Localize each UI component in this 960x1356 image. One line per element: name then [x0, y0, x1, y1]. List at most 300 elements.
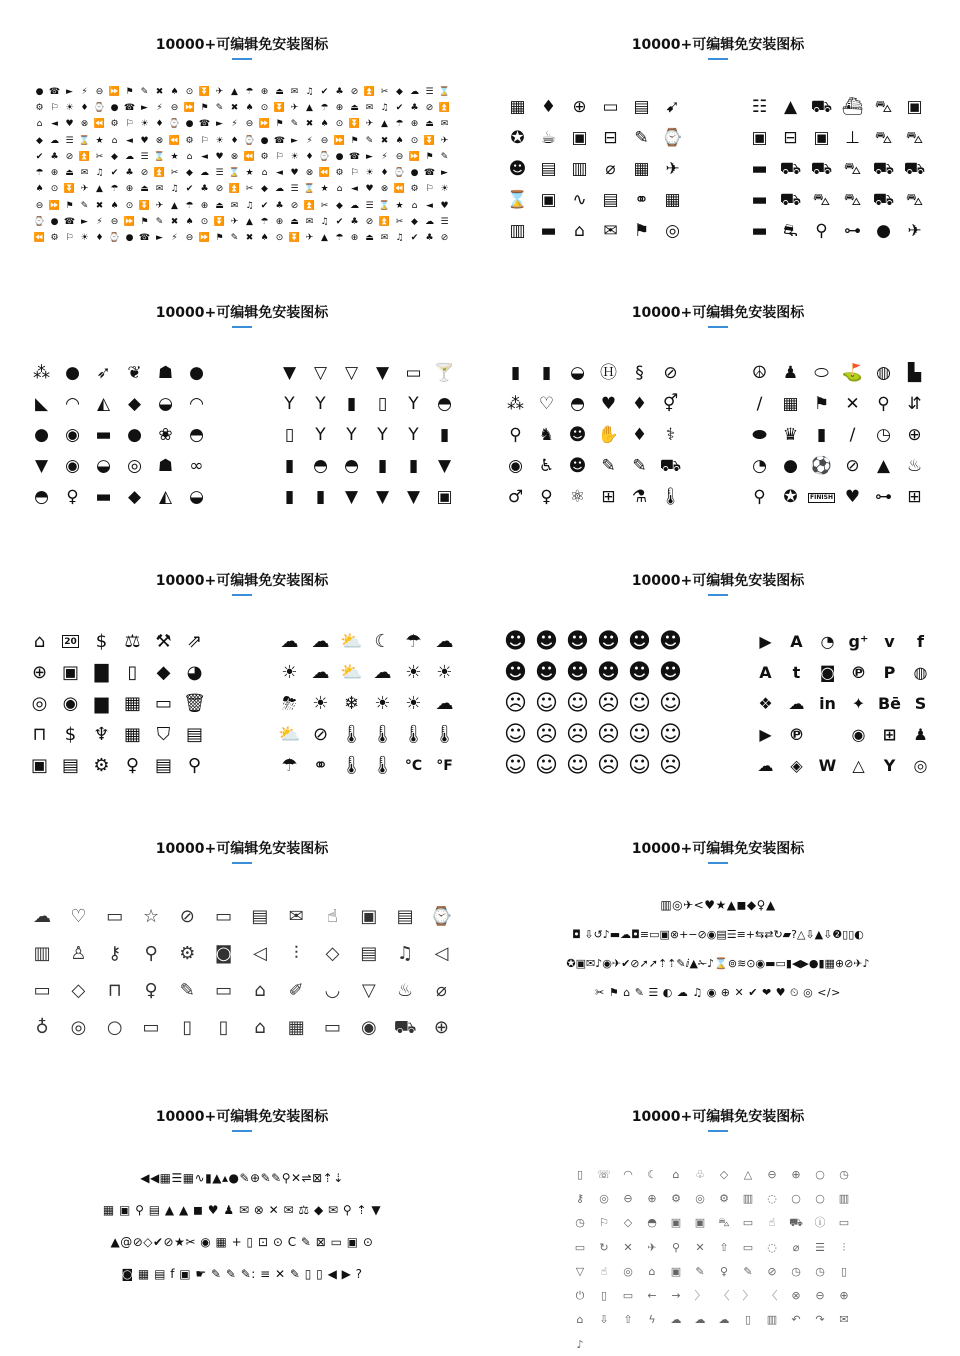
font-icon-row-3: ✪▣✉♪◉✈✔⊘➚➚⇡⇡✎ⅈ▲✁♪⌛⊚≋⊙◉▬▭▮◀▶●▮▦⊕⊘✈♪: [566, 957, 870, 970]
cloud-outline-icon: ☁: [280, 630, 299, 652]
fire-truck-icon: ⛟: [872, 159, 895, 179]
glyph-icon: ⏏: [275, 86, 284, 97]
torch-icon: ♨: [906, 456, 923, 476]
glyph-icon: ⚙: [35, 102, 44, 113]
glyph-icon: ☁: [425, 217, 434, 228]
rail-icon: ☷: [751, 97, 768, 117]
glyph-icon: ⏩: [408, 151, 421, 162]
lollipop-icon: ♀: [66, 487, 79, 507]
lightbulb-icon: ♀: [125, 754, 140, 776]
glyph-icon: ♥: [365, 184, 374, 195]
tumblr-icon: t: [792, 662, 801, 682]
icon-panel-7: [6, 804, 478, 1066]
glyph-icon: ⊙: [125, 200, 134, 211]
compass-icon: ⊘: [312, 723, 329, 745]
bullseye-icon: ◎: [665, 221, 680, 241]
syringe-icon: ✎: [601, 456, 616, 476]
glyph-icon: ☀: [65, 102, 74, 113]
thumbs-up-icon: ☝: [768, 1216, 776, 1230]
glyph-icon: ▲: [171, 200, 178, 211]
glyph-icon: ☁: [125, 151, 134, 162]
glyph-icon: ☎: [138, 233, 151, 244]
glyph-icon: ⊕: [275, 217, 284, 228]
glyph-icon: ⏫: [303, 200, 316, 211]
flat-outline-icon: ☺: [566, 752, 589, 778]
necktie-icon: ♦: [540, 97, 557, 117]
no-entry-icon: ⊘: [767, 1264, 777, 1278]
red-wine-icon: Y: [315, 394, 326, 414]
glyph-icon: ⏩: [183, 102, 196, 113]
meh-filled-icon: ☻: [535, 659, 558, 685]
glyph-icon: ◄: [426, 200, 433, 211]
map-icon: ▥: [742, 1191, 754, 1205]
google-plus-icon: g⁺: [848, 631, 869, 651]
bus-front-icon: ▣: [751, 128, 768, 148]
bucket-icon: ▼: [375, 363, 390, 383]
salad-icon: ◓: [189, 425, 204, 445]
glyph-icon: ✔: [35, 151, 44, 162]
pinterest-icon: ℗: [850, 662, 867, 682]
glyph-icon: ⌛: [228, 168, 241, 179]
save-icon: ▣: [571, 128, 588, 148]
glyph-icon: ♣: [335, 86, 344, 97]
glyph-icon: ⚙: [50, 233, 59, 244]
lorry-icon: ⛟: [779, 190, 802, 210]
thermometer-mid-icon: 🌡: [371, 723, 394, 745]
pepper-icon: ●: [189, 363, 204, 383]
glyph-icon: ⊘: [215, 184, 224, 195]
hourglass-icon: ⌛: [506, 190, 529, 210]
glyph-icon: ◄: [126, 135, 133, 146]
handset-icon: ◠: [623, 1167, 633, 1181]
glyph-icon: ✔: [260, 200, 269, 211]
sliders-icon: ⫶: [293, 942, 299, 964]
mail-icon: ✉: [288, 905, 304, 927]
satellite-icon: ⊘: [179, 905, 195, 927]
glyph-icon: ⚑: [140, 217, 149, 228]
flask-icon: ⚗: [631, 487, 648, 507]
gondola-icon: ⊥: [845, 128, 860, 148]
glyph-icon: ☂: [260, 217, 269, 228]
glyph-icon: ♠: [110, 200, 119, 211]
glyph-icon: ☎: [48, 86, 61, 97]
bread-icon: ▬: [95, 487, 112, 507]
glyph-icon: ▲: [246, 217, 253, 228]
mobile-chart-icon: ▯: [127, 661, 138, 683]
glyph-icon: ✉: [365, 102, 374, 113]
title-underline: [708, 1130, 728, 1132]
carrot-icon: ➶: [96, 363, 111, 383]
glyph-icon: ⊖: [35, 200, 44, 211]
glyph-icon: ♠: [395, 135, 404, 146]
glyph-icon: ☎: [348, 151, 361, 162]
circle-minus-icon: ⊖: [623, 1191, 633, 1205]
glyph-icon: ✂: [170, 168, 179, 179]
van-icon: ▬: [751, 159, 768, 179]
key-icon: ⚷: [575, 1191, 585, 1205]
phone-icon: ☏: [597, 1167, 611, 1181]
glyph-icon: ⏬: [273, 102, 286, 113]
trash-icon: 🗑: [183, 692, 206, 714]
document-chart-icon: ▤: [602, 190, 619, 210]
football-icon: ⬭: [814, 363, 829, 383]
cloud-icon: ☁: [373, 661, 392, 683]
popsicle2-icon: ▮: [315, 487, 326, 507]
glyph-icon: ⊘: [440, 233, 449, 244]
blood-drop-icon: ♦: [631, 425, 648, 445]
sun-storm-icon: ☀: [312, 692, 329, 714]
club-icon: ♧: [695, 1167, 705, 1181]
glyph-icon: ⌚: [33, 217, 46, 228]
calendar-icon: ▦: [287, 1016, 305, 1038]
airplane-icon: ✈: [907, 221, 922, 241]
cone-icon: ▼: [406, 487, 421, 507]
crossed-bats-icon: ✕: [845, 394, 860, 414]
glyph-icon: ▲: [306, 102, 313, 113]
user-icon: ☻: [508, 159, 527, 179]
pie-chart-icon: ◕: [186, 661, 203, 683]
glyph-icon: ◄: [276, 168, 283, 179]
glyph-icon: ⌚: [393, 168, 406, 179]
glyph-icon: ★: [170, 151, 179, 162]
coins-icon: $: [64, 723, 77, 745]
title-underline: [232, 862, 252, 864]
glyph-icon: ▲: [96, 184, 103, 195]
glyph-icon: ☁: [275, 184, 284, 195]
lock-icon: ⊓: [107, 979, 122, 1001]
bank-icon: ⌂: [33, 630, 46, 652]
cloud-drizzle-icon: ☁: [311, 661, 330, 683]
glyph-icon: ⚡: [81, 86, 88, 97]
hand-truck-icon: ⛟: [810, 97, 833, 117]
popcorn-icon: ▼: [34, 456, 49, 476]
glyph-icon: ⌚: [243, 135, 256, 146]
brain-head-icon: ☻: [568, 425, 587, 445]
glyph-icon: ⊖: [95, 86, 104, 97]
glyph-icon: ♫: [170, 184, 179, 195]
fahrenheit-icon: °F: [436, 757, 453, 774]
history-icon: ◷: [791, 1264, 801, 1278]
soccer-ball-icon: ⚽: [810, 456, 833, 476]
chevron-right-thin-icon: 〉: [694, 1289, 706, 1303]
scooter-icon: ⛐: [783, 221, 798, 241]
glyph-icon: ♣: [125, 168, 134, 179]
download-icon: ⇩: [599, 1313, 609, 1327]
camera2-icon: ▣: [694, 1216, 706, 1230]
glyph-icon: ⊕: [260, 86, 269, 97]
glyph-icon: ☀: [290, 151, 299, 162]
glyph-icon: ⏬: [63, 184, 76, 195]
music-icon: ♫: [397, 942, 414, 964]
inbox-icon: ▭: [142, 1016, 160, 1038]
monitor-icon: ▭: [838, 1216, 850, 1230]
calculator-icon: ▦: [123, 692, 141, 714]
glyph-icon: ⚡: [381, 151, 388, 162]
wine-set-icon: ▮: [284, 456, 295, 476]
glyph-icon: ★: [320, 184, 329, 195]
glyph-icon: ✉: [230, 200, 239, 211]
unlock-icon: ⊓: [32, 723, 47, 745]
glyph-icon: ✉: [155, 184, 164, 195]
hockey-icon: ∕: [849, 425, 856, 445]
glyph-icon: ⊘: [65, 151, 74, 162]
glyph-icon: ⏏: [365, 233, 374, 244]
glyph-icon: ⚑: [65, 200, 74, 211]
drop-icon: ◇: [719, 1167, 729, 1181]
cash-icon: ▣: [61, 661, 79, 683]
glyph-icon: ☎: [63, 217, 76, 228]
tv-icon: ▭: [106, 905, 124, 927]
glyph-icon: ►: [156, 233, 163, 244]
chevron-left2-icon: 〈: [766, 1289, 778, 1303]
glyph-icon: ★: [95, 135, 104, 146]
panel-title: 10000+可编辑免安装图标: [631, 573, 805, 589]
timer-icon: ◷: [575, 1216, 585, 1230]
sun-snow-icon: ☀: [405, 661, 422, 683]
doctor-icon: ☻: [568, 456, 587, 476]
glyph-icon: ✔: [335, 217, 344, 228]
glyph-icon: ✔: [110, 168, 119, 179]
basketball-hoop-icon: ⊞: [907, 487, 922, 507]
finish-line-icon: FINISH: [810, 493, 833, 501]
title-underline: [232, 326, 252, 328]
wheat-icon: ❀: [158, 425, 173, 445]
briefcase-icon: ▭: [742, 1216, 754, 1230]
glyph-icon: ⊕: [50, 168, 59, 179]
mail-icon: ✉: [839, 1313, 849, 1327]
popsicle-icon: ▮: [284, 487, 295, 507]
glyph-icon: ♠: [35, 184, 44, 195]
glyph-icon: ♣: [410, 102, 419, 113]
celsius-icon: °C: [404, 757, 423, 774]
glyph-icon: ⌂: [111, 135, 118, 146]
cheese-icon: ◣: [34, 394, 49, 414]
glyph-icon: ▲: [381, 119, 388, 130]
dumbbell-icon: ⊶: [875, 487, 892, 507]
clock-icon: ◷: [839, 1167, 849, 1181]
settings-icon: ⚙: [671, 1191, 681, 1205]
glyph-icon: ⚡: [156, 102, 163, 113]
chat-bubbles-icon: ○: [815, 1191, 825, 1205]
tongue-filled-icon: ☻: [597, 628, 620, 654]
panel-title: 10000+可编辑免安装图标: [155, 1109, 329, 1125]
glyph-icon: ✉: [305, 217, 314, 228]
neutral-filled-icon: ☻: [659, 628, 682, 654]
cry-outline-icon: ☹: [504, 690, 527, 716]
bus-icon: ▣: [906, 97, 923, 117]
donut-icon: ◎: [127, 456, 142, 476]
tag-icon: ▭: [33, 979, 51, 1001]
bowling-icon: ♟: [782, 363, 799, 383]
disc-icon: ◉: [360, 1016, 377, 1038]
shirt-icon: ▽: [575, 1264, 585, 1278]
title-underline: [232, 1130, 252, 1132]
martini-icon: Y: [315, 425, 326, 445]
glyph-icon: ⚑: [275, 119, 284, 130]
sun-icon: ☀: [405, 692, 422, 714]
glyph-icon: ♥: [140, 135, 149, 146]
glyph-icon: ⌚: [168, 119, 181, 130]
stopwatch-icon: ◷: [876, 425, 891, 445]
stack-icon: ◈: [790, 755, 803, 775]
gear-icon: ⚙: [719, 1191, 729, 1205]
glyph-icon: ☁: [50, 135, 59, 146]
ice-cream-icon: ▼: [344, 487, 359, 507]
lock-icon: ▣: [30, 754, 48, 776]
taxi-front-icon: ⛍: [905, 128, 924, 148]
toolbox-icon: ⊟: [603, 128, 618, 148]
glyph-icon: ◆: [411, 217, 418, 228]
glyph-icon: ⏫: [363, 86, 376, 97]
youtube-icon: ▶: [759, 631, 772, 651]
money-bag-icon: $: [95, 630, 108, 652]
circle-plus-icon: ⊕: [647, 1191, 657, 1205]
speedometer-icon: ◔: [752, 456, 767, 476]
burger-icon: ▬: [95, 425, 112, 445]
youtube-play-icon: ▶: [759, 724, 772, 744]
mouse-icon: ◌: [767, 1240, 777, 1254]
glyph-icon: ◆: [111, 151, 118, 162]
icon-panel-5: [6, 536, 478, 798]
glyph-icon: ►: [366, 151, 373, 162]
cloud-upload-icon: ☁: [435, 692, 454, 714]
globe-icon: ⊕: [31, 661, 48, 683]
volleyball-icon: ◍: [876, 363, 891, 383]
mushroom-icon: ☗: [157, 363, 174, 383]
glyph-icon: ⏩: [333, 135, 346, 146]
panel-title: 10000+可编辑免安装图标: [631, 841, 805, 857]
glyph-icon: ♥: [65, 119, 74, 130]
glyph-icon: ⚙: [110, 119, 119, 130]
drink-straw-icon: ▯: [284, 425, 295, 445]
icon-panel-4: [482, 268, 954, 530]
glyph-icon: ⊙: [335, 119, 344, 130]
storm-icon: ⛈: [282, 692, 297, 714]
glyph-icon: ●: [260, 135, 269, 146]
glyph-icon: ♠: [245, 102, 254, 113]
glyph-icon: ✈: [230, 217, 239, 228]
sad-outline-icon: ☹: [535, 721, 558, 747]
thermometer-high-icon: 🌡: [402, 723, 425, 745]
glyph-icon: ⏪: [243, 151, 256, 162]
glyph-icon: ⌂: [336, 184, 343, 195]
t-shirt-icon: ▽: [361, 979, 376, 1001]
heartbeat-icon: ♡: [538, 394, 555, 414]
glyph-icon: ★: [395, 200, 404, 211]
glyph-icon: ⌚: [108, 233, 121, 244]
cloud-filled-icon: ☁: [311, 630, 330, 652]
pot-icon: ◒: [189, 487, 204, 507]
google-drive-icon: △: [852, 755, 865, 775]
camera-icon: ◙: [214, 942, 233, 964]
glyph-icon: ⚙: [185, 135, 194, 146]
glyph-icon: ⚡: [231, 119, 238, 130]
glyph-icon: ⊙: [185, 86, 194, 97]
glyph-icon: ★: [245, 168, 254, 179]
noodle-bowl-icon: ◡: [324, 979, 341, 1001]
minivan-icon: ▬: [751, 190, 768, 210]
cup-icon: ▽: [313, 363, 328, 383]
glyph-icon: ⚙: [410, 184, 419, 195]
picasa-icon: ◉: [851, 724, 866, 744]
glyph-icon: ♫: [380, 102, 389, 113]
glyph-icon: ✔: [395, 102, 404, 113]
dropbox-icon: ❖: [758, 693, 773, 713]
glyph-icon: ⏩: [48, 200, 61, 211]
location-pin-icon: ♁: [35, 1016, 49, 1038]
shuttlecock-icon: ▲: [876, 456, 891, 476]
paperclip-icon: ⌀: [435, 979, 447, 1001]
dribbble-icon: ◍: [913, 662, 928, 682]
home2-icon: ⌂: [576, 1313, 584, 1327]
glyph-icon: ♥: [215, 151, 224, 162]
glyph-icon: ◆: [36, 135, 43, 146]
glyph-icon: ✈: [215, 86, 224, 97]
happy-filled-icon: ☻: [566, 659, 589, 685]
glyph-icon: ⚑: [125, 86, 134, 97]
glyph-icon: ☂: [245, 86, 254, 97]
paint-brush-icon: ✐: [288, 979, 304, 1001]
glyph-icon: ☰: [140, 151, 149, 162]
worried-outline-icon: ☹: [566, 721, 589, 747]
cable-car-icon: ⊟: [783, 128, 798, 148]
glyph-icon: ☎: [198, 119, 211, 130]
twitter-icon: ✦: [851, 693, 866, 713]
glyph-icon: ✉: [80, 168, 89, 179]
chat-icon: ○: [791, 1191, 801, 1205]
contact-icon: ▣: [540, 190, 557, 210]
store-icon: ⌂: [254, 1016, 266, 1038]
glyph-icon: ✂: [395, 217, 404, 228]
glyph-icon: ⏏: [65, 168, 74, 179]
milk-bottle-icon: ▮: [377, 456, 388, 476]
tank-icon: ▬: [751, 221, 768, 241]
glyph-icon: ✈: [80, 184, 89, 195]
paypal-icon: P: [883, 662, 896, 682]
outline-icon-grid: [24, 898, 460, 1046]
edit-icon: ✎: [695, 1264, 705, 1278]
title-underline: [232, 58, 252, 60]
plane-icon: ✈: [665, 159, 680, 179]
glyph-icon: ☰: [65, 135, 74, 146]
pencil-icon: ✎: [634, 128, 649, 148]
eye-icon: ◎: [70, 1016, 87, 1038]
glyph-icon: ☀: [365, 168, 374, 179]
zoom-in-icon: ⊕: [791, 1167, 801, 1181]
frown-outline-icon: ☹: [597, 752, 620, 778]
angry-filled-icon: ☻: [504, 659, 527, 685]
wordpress-icon: W: [818, 755, 837, 775]
search-icon: ⚲: [144, 942, 158, 964]
rugby-ball-icon: ⬬: [752, 425, 767, 445]
inbox-icon: ▭: [622, 1289, 634, 1303]
glyph-icon: ✂: [95, 151, 104, 162]
glyph-icon: ⊘: [365, 217, 374, 228]
share-icon: ⇧: [623, 1313, 633, 1327]
title-underline: [708, 594, 728, 596]
chart-up-icon: ⇗: [186, 630, 203, 652]
paperclip-icon: ⌀: [792, 1240, 800, 1254]
joy-outline-icon: ☺: [659, 721, 682, 747]
glyph-icon: ◄: [351, 184, 358, 195]
glyph-icon: ⊙: [50, 184, 59, 195]
glyph-icon: ♫: [305, 86, 314, 97]
icon-panel-3: [6, 268, 478, 530]
cloud-icon: ☁: [33, 905, 52, 927]
glyph-icon: ♦: [80, 102, 89, 113]
wrench-icon: ✕: [623, 1240, 633, 1254]
watch-icon: ⌚: [430, 905, 453, 927]
